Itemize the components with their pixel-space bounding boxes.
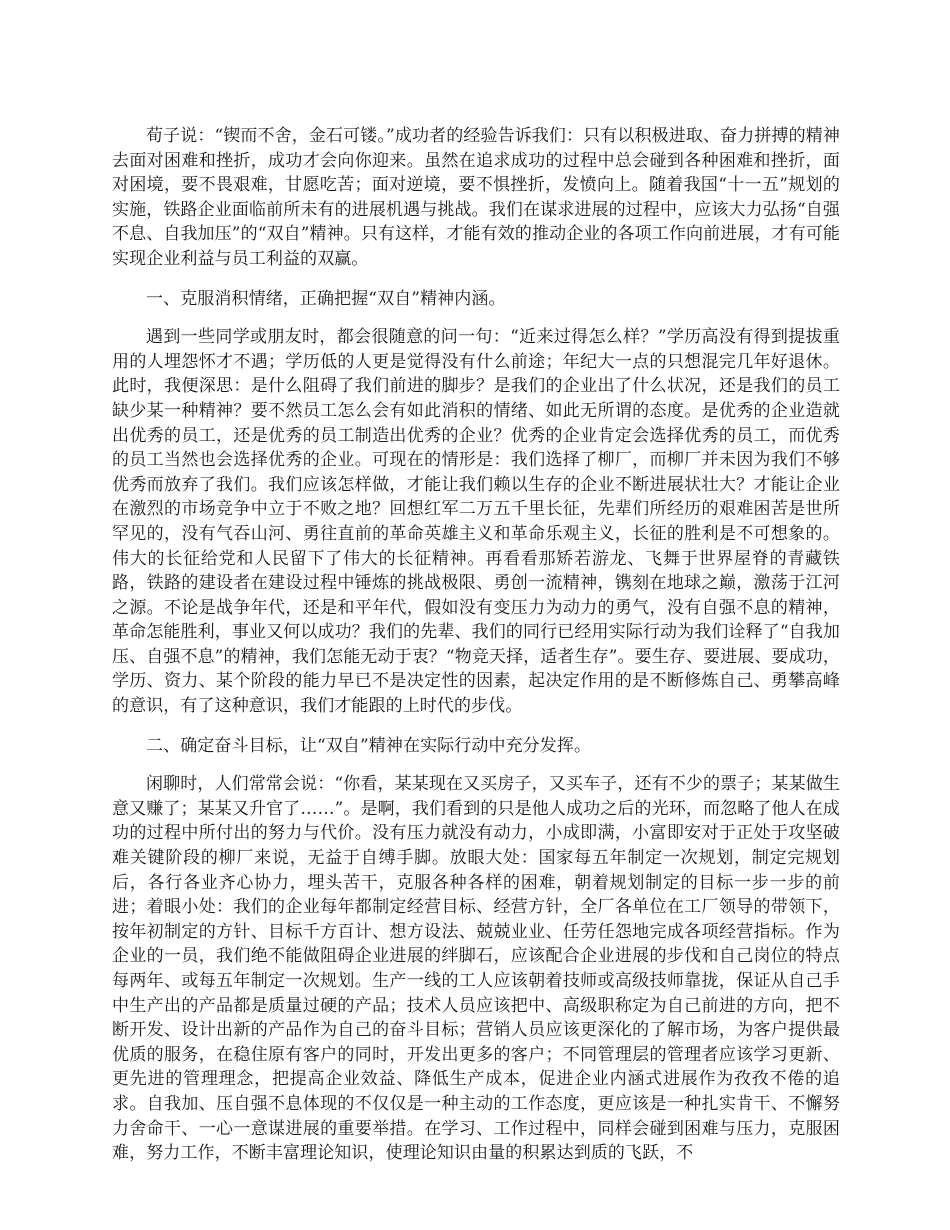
section-1-paragraph: 遇到一些同学或朋友时，都会很随意的问一句：“近来过得怎么样？”学历高没有得到提拔重用的人埋怨怀才不遇；学历低的人更是觉得没有什么前途；年纪大一点的只想混完几年好退休。此时，我便深思：是什么阻碍了我们前进的脚步？是我们的企业出了什么状况，还是我们的员工缺少某一种精神？要不然员工怎么会有如此消积的情绪、如此无所谓的态度。是优秀的企业造就出优秀的员工，还是优秀的员工制造出优秀的企业？优秀的企业肯定会选择优秀的员工，而优秀的员工当然也会选择优秀的企业。可现在的情形是：我们选择了柳厂，而柳厂并未因为我们不够优秀而放弃了我们。我们应该怎样做，才能让我们赖以生存的企业不断进展状壮大？才能让企业在激烈的市场竞争中立于不败之地？回想红军二万五千里长征，先辈们所经历的艰难困苦是世所罕见的，没有气吞山河、勇往直前的革命英雄主义和革命乐观主义，长征的胜利是不可想象的。伟大的长征给党和人民留下了伟大的长征精神。再看看那矫若游龙、飞舞于世界屋脊的青藏铁路，铁路的建设者在建设过程中锤炼的挑战极限、勇创一流精神，镌刻在地球之巅，激荡于江河之源。不论是战争年代，还是和平年代，假如没有变压力为动力的勇气，没有自强不息的精神，革命怎能胜利，事业又何以成功？我们的先辈、我们的同行已经用实际行动为我们诠释了“自我加压、自强不息”的精神，我们怎能无动于衷？“物竞天择，适者生存”。要生存、要进展、要成功，学历、资力、某个阶段的能力早已不是决定性的因素，起决定作用的是不断修炼自己、勇攀高峰的意识，有了这种意识，我们才能跟的上时代的步伐。	[112, 327, 840, 717]
spacer	[112, 719, 840, 734]
spacer	[112, 272, 840, 287]
section-heading-2: 二、确定奋斗目标，让“双自”精神在实际行动中充分发挥。	[146, 735, 592, 756]
intro-paragraph: 荀子说：“锲而不舍，金石可镂。”成功者的经验告诉我们：只有以积极进取、奋力拼搏的精神去面对困难和挫折，成功才会向你迎来。虽然在追求成功的过程中总会碰到各种困难和挫折，面对困境，要不畏艰难，甘愿吃苦；面对逆境，要不惧挫折，发愤向上。随着我国“十一五”规划的实施，铁路企业面临前所未有的进展机遇与挑战。我们在谋求进展的过程中，应该大力弘扬“自强不息、自我加压”的“双自”精神。只有这样，才能有效的推动企业的各项工作向前进展，才有可能实现企业利益与员工利益的双赢。	[112, 126, 840, 269]
section-heading-1: 一、克服消积情绪，正确把握“双自”精神内涵。	[146, 288, 506, 309]
document-page	[112, 124, 840, 1166]
section-2-paragraph: 闲聊时，人们常常会说：“你看，某某现在又买房子，又买车子，还有不少的票子；某某做生意又赚了；某某又升官了……”。是啊，我们看到的只是他人成功之后的光环，而忽略了他人在成功的过程中所付出的努力与代价。没有压力就没有动力，小成即满，小富即安对于正处于攻坚破难关键阶段的柳厂来说，无益于自缚手脚。放眼大处：国家每五年制定一次规划，制定完规划后，各行各业齐心协力，埋头苦干，克服各种各样的困难，朝着规划制定的目标一步一步的前进；着眼小处：我们的企业每年都制定经营目标、经营方针，全厂各单位在工厂领导的带领下，按年初制定的方针、目标千方百计、想方设法、兢兢业业、任劳任怨地完成各项经营指标。作为企业的一员，我们绝不能做阻碍企业进展的绊脚石，应该配合企业进展的步伐和自己岗位的特点每两年、或每五年制定一次规划。生产一线的工人应该朝着技师或高级技师靠拢，保证从自己手中生产出的产品都是质量过硬的产品；技术人员应该把中、高级职称定为自己前进的方向，把不断开发、设计出新的产品作为自己的奋斗目标；营销人员应该更深化的了解市场，为客户提供最优质的服务，在稳住原有客户的同时，开发出更多的客户；不同管理层的管理者应该学习更新、更先进的管理理念，把提高企业效益、降低生产成本，促进企业内涵式进展作为孜孜不倦的追求。自我加、压自强不息体现的不仅仅是一种主动的工作态度，更应该是一种扎实肯干、不懈努力舍命干、一心一意谋进展的重要举措。在学习、工作过程中，同样会碰到困难与压力，克服困难，努力工作，不断丰富理论知识，使理论知识由量的积累达到质的飞跃，不	[112, 774, 840, 1164]
spacer	[112, 758, 840, 772]
spacer	[112, 311, 840, 325]
